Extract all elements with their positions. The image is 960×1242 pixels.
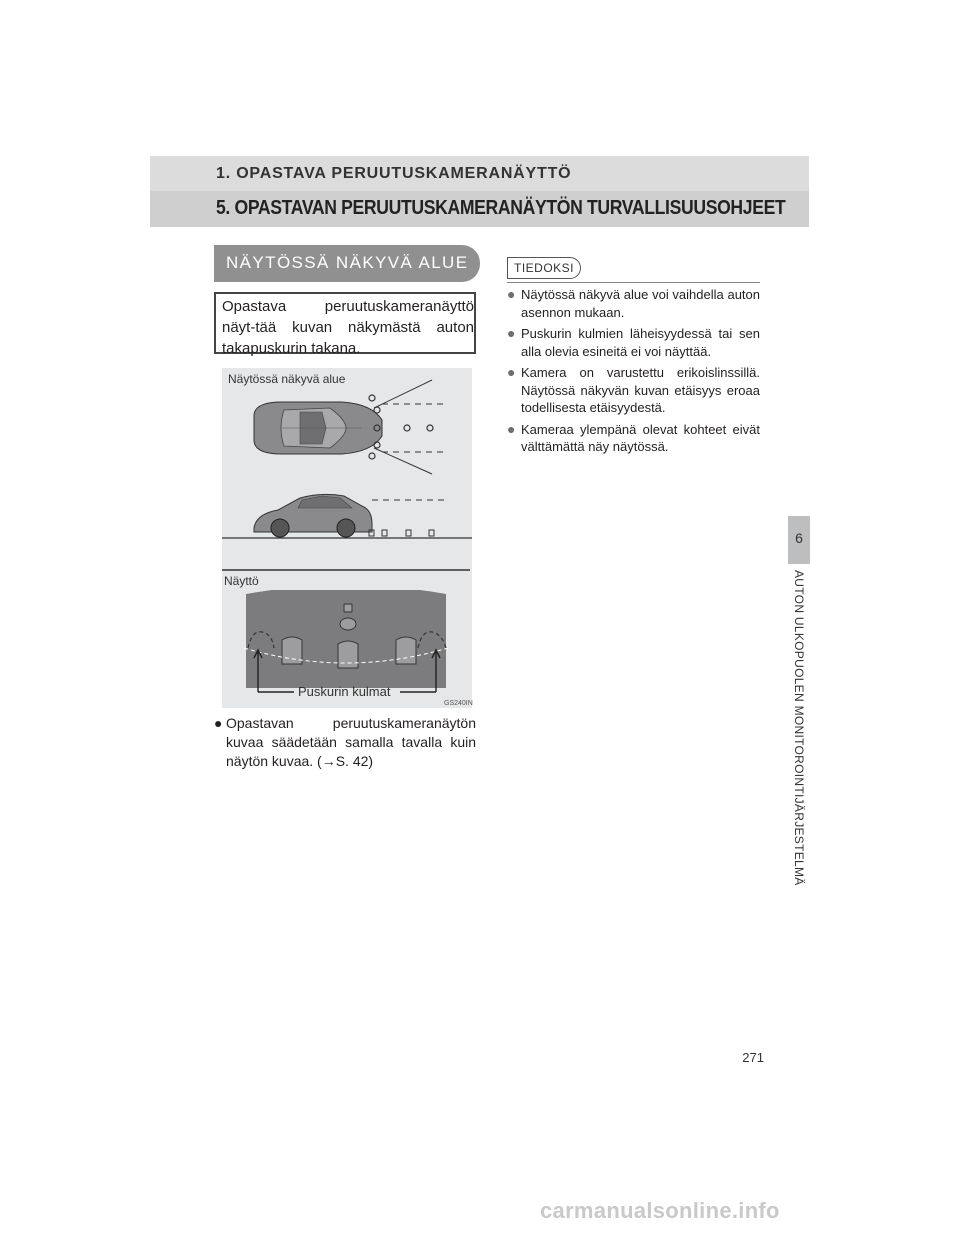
page-title: 5. OPASTAVAN PERUUTUSKAMERANÄYTÖN TURVALLISUUSOHJEET <box>216 197 786 219</box>
diagram-code: GS240IN <box>444 700 473 707</box>
intro-box <box>214 292 476 357</box>
chapter-side-title <box>788 570 810 890</box>
info-list <box>507 286 760 460</box>
bullet-icon: ● <box>214 715 223 731</box>
bullet-icon: ● <box>507 286 516 302</box>
info-item: ● Puskurin kulmien läheisyydessä tai sen alla olevia esineitä ei voi näyttää. <box>507 325 760 359</box>
camera-diagram <box>222 368 472 708</box>
diagram-label-visible-area: Näytössä näkyvä alue <box>228 372 346 386</box>
chapter-side-title-text: AUTON ULKOPUOLEN MONITOROINTIJÄRJESTELMÄ <box>792 570 806 886</box>
subsection-heading <box>214 245 480 282</box>
section-title: 1. OPASTAVA PERUUTUSKAMERANÄYTTÖ <box>216 165 572 182</box>
intro-text: Opastava peruutuskameranäyttö näyt-tää kuvan näkymästä auton takapuskurin takana. <box>222 298 474 357</box>
car-top-view-icon <box>254 402 382 454</box>
chapter-tab <box>788 516 810 564</box>
page-number: 271 <box>742 1050 764 1065</box>
bullet-icon: ● <box>507 325 516 341</box>
title-band <box>150 191 809 227</box>
bullet-icon: ● <box>507 364 516 380</box>
info-divider <box>507 282 760 283</box>
chapter-number: 6 <box>795 530 803 546</box>
watermark: carmanualsonline.info <box>540 1198 780 1223</box>
camera-diagram-illustration <box>222 368 472 708</box>
diagram-label-screen: Näyttö <box>224 574 259 588</box>
bullet-text: Opastavan peruutuskameranäytön kuvaa säädetään samalla tavalla kuin näytön kuvaa. (→S. 42) <box>226 715 476 769</box>
bullet-adjustment <box>214 714 476 771</box>
info-item: ● Kameraa ylempänä olevat kohteet eivät välttämättä näy näytössä. <box>507 420 760 454</box>
subsection-heading-text: NÄYTÖSSÄ NÄKYVÄ ALUE <box>226 253 469 272</box>
car-side-view-icon <box>254 494 372 537</box>
section-band <box>150 156 809 191</box>
info-item: ● Kamera on varustettu erikoislinssillä. Näytössä näkyvän kuvan etäisyys eroaa todellisesta etäisyydestä. <box>507 364 760 415</box>
info-item: ● Näytössä näkyvä alue voi vaihdella auton asennon mukaan. <box>507 286 760 320</box>
bullet-icon: ● <box>507 420 516 437</box>
info-label: TIEDOKSI <box>507 257 581 279</box>
diagram-label-bumper-corners: Puskurin kulmat <box>298 684 391 699</box>
